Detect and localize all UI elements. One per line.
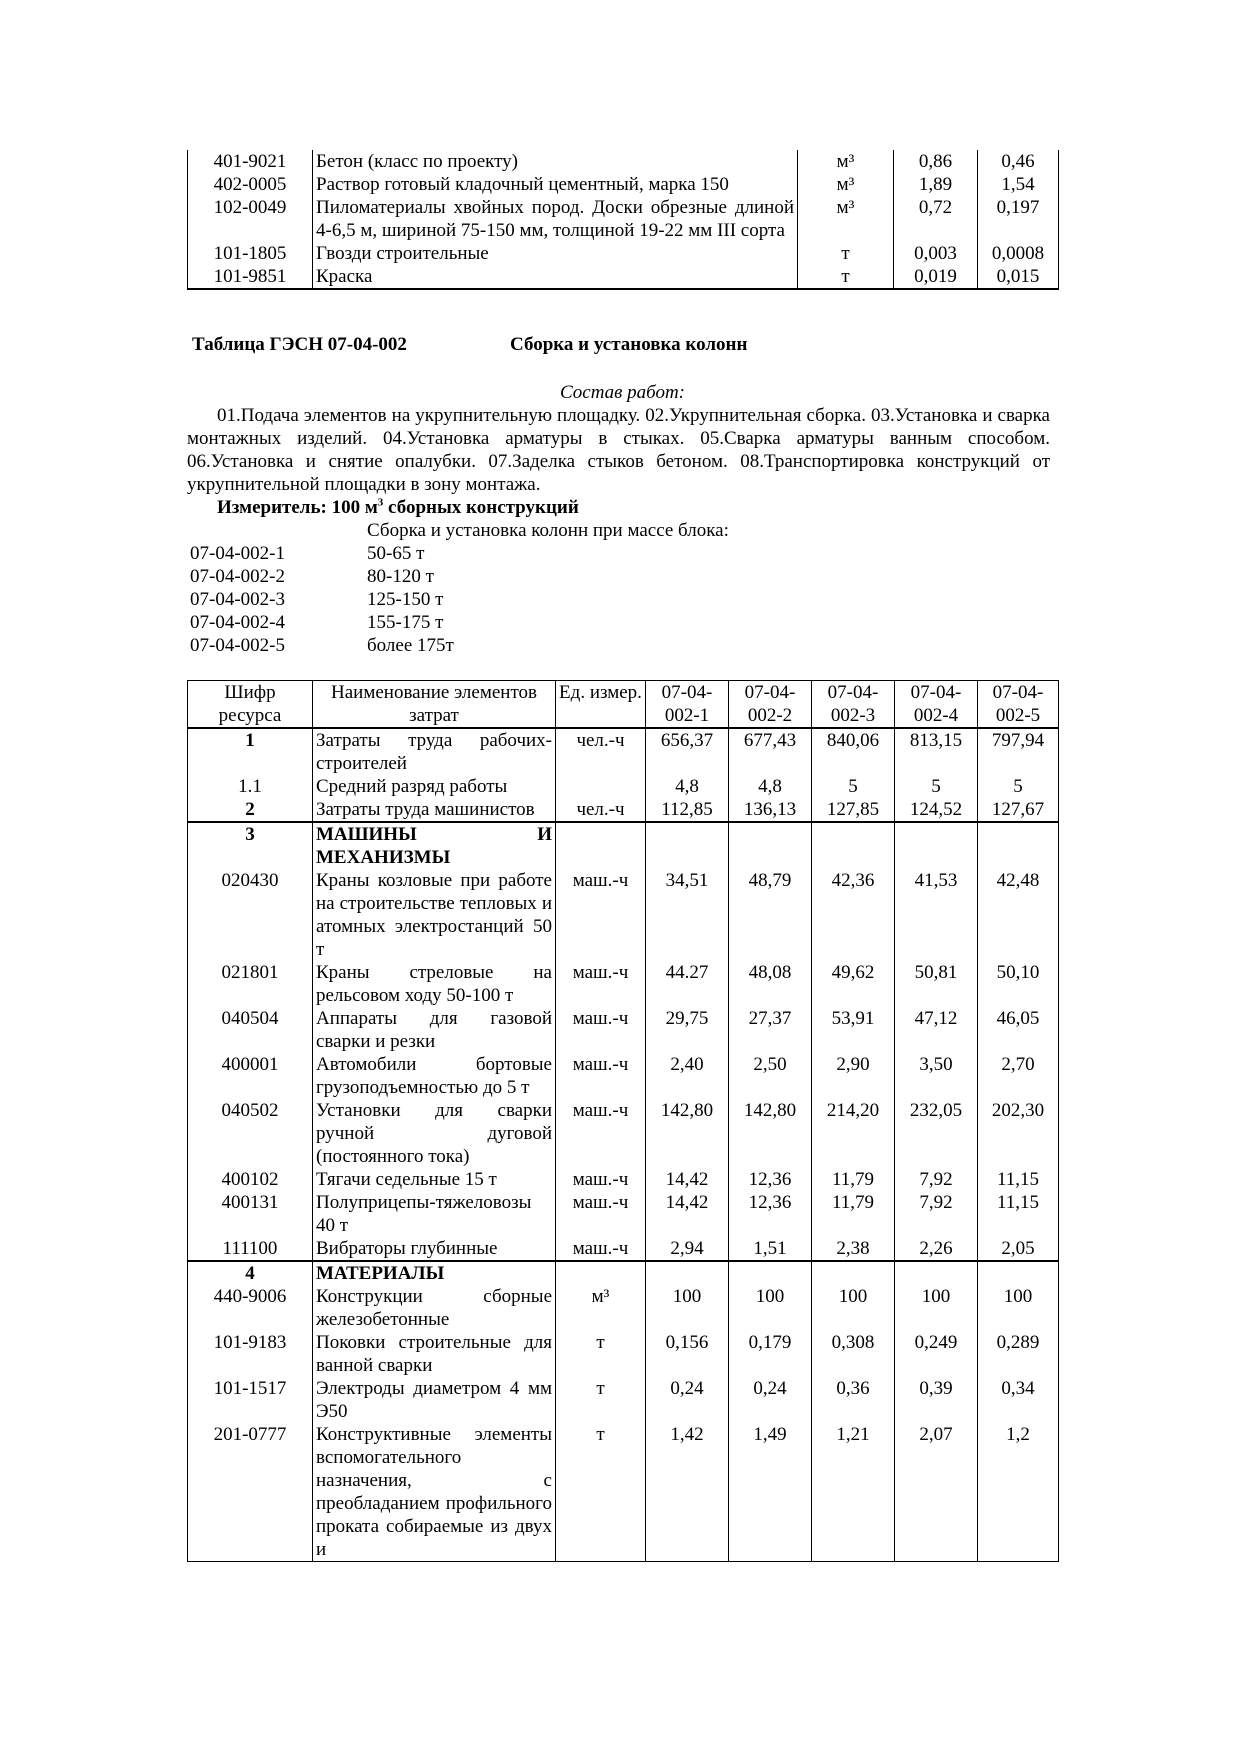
unit: маш.-ч (556, 1191, 646, 1237)
unit: т (556, 1377, 646, 1423)
value: 14,42 (646, 1168, 729, 1191)
value: 2,38 (812, 1237, 895, 1261)
value: 0,156 (646, 1331, 729, 1377)
value: 0,36 (812, 1377, 895, 1423)
resource-code: 111100 (188, 1237, 313, 1261)
table-row (188, 173, 1059, 196)
resource-name: Конструкции сборные железобетонные (313, 1285, 556, 1331)
value: 48,79 (729, 869, 812, 961)
unit (556, 775, 646, 798)
resource-code: 020430 (188, 869, 313, 961)
value: 4,8 (729, 775, 812, 798)
work-description: 01.Подача элементов на укрупнительную площадку. 02.Укрупнительная сборка. 03.Установка и сварка монтажных изделий. 04.Установка арматуры в стыках. 05.Сварка арматуры ванным способом. 06.Установка и снятие опалубки. 07.Заделка стыков бетоном. 08.Транспортировка конструкций от укрупнительной площадки в зону монтажа. (187, 405, 1050, 495)
unit: маш.-ч (556, 1237, 646, 1261)
value: 1,21 (812, 1423, 895, 1562)
variant-code: 07-04-002-4 (190, 612, 285, 633)
value: 656,37 (646, 728, 729, 775)
value: 0,249 (895, 1331, 978, 1377)
value: 0,34 (978, 1377, 1059, 1423)
value: 0,46 (978, 150, 1059, 173)
value: 1,54 (978, 173, 1059, 196)
unit: т (556, 1331, 646, 1377)
value: 100 (978, 1285, 1059, 1331)
resource-name: Раствор готовый кладочный цементный, марка 150 (313, 173, 798, 196)
table-row (188, 728, 1059, 775)
table-row (188, 1168, 1059, 1191)
row-group (188, 1261, 1059, 1562)
column-header: Ед. измер. (556, 681, 646, 729)
value: 2,26 (895, 1237, 978, 1261)
resource-code: 201-0777 (188, 1423, 313, 1562)
value: 42,36 (812, 869, 895, 961)
resource-name: Затраты труда рабочих-строителей (313, 728, 556, 775)
value: 27,37 (729, 1007, 812, 1053)
resource-code: 101-1517 (188, 1377, 313, 1423)
value: 46,05 (978, 1007, 1059, 1053)
table-row (188, 869, 1059, 961)
value: 1,2 (978, 1423, 1059, 1562)
column-header: 07-04-002-1 (646, 681, 729, 729)
value: 53,91 (812, 1007, 895, 1053)
variants-caption: Сборка и установка колонн при массе блока: (367, 520, 729, 541)
value: 797,94 (978, 728, 1059, 775)
value: 0,72 (894, 196, 978, 242)
variants-list (190, 542, 454, 657)
value: 50,81 (895, 961, 978, 1007)
value: 0,86 (894, 150, 978, 173)
value: 127,67 (978, 798, 1059, 822)
value: 47,12 (895, 1007, 978, 1053)
value: 4,8 (646, 775, 729, 798)
resource-name: Электроды диаметром 4 мм Э50 (313, 1377, 556, 1423)
value: 142,80 (646, 1099, 729, 1168)
resource-name: Конструктивные элементы вспомогательного назначения, с преобладанием профильного проката собираемые из двух и (313, 1423, 556, 1562)
unit: маш.-ч (556, 1007, 646, 1053)
resource-name: Полуприцепы-тяжеловозы 40 т (313, 1191, 556, 1237)
value: 0,015 (978, 265, 1059, 289)
value (895, 1261, 978, 1285)
value: 11,15 (978, 1191, 1059, 1237)
resource-code: 400001 (188, 1053, 313, 1099)
value: 11,79 (812, 1191, 895, 1237)
value: 0,0008 (978, 242, 1059, 265)
table-row (188, 775, 1059, 798)
value: 2,50 (729, 1053, 812, 1099)
table-row (188, 265, 1059, 289)
table-title: Сборка и установка колонн (510, 334, 748, 355)
column-header: Шифр ресурса (188, 681, 313, 729)
resource-name: Автомобили бортовые грузоподъемностью до 5 т (313, 1053, 556, 1099)
unit (556, 822, 646, 869)
resource-name: МАТЕРИАЛЫ (313, 1261, 556, 1285)
table-row (188, 1331, 1059, 1377)
unit: чел.-ч (556, 728, 646, 775)
value: 0,308 (812, 1331, 895, 1377)
resource-name: Гвозди строительные (313, 242, 798, 265)
variant-code: 07-04-002-5 (190, 635, 285, 656)
resource-code: 3 (188, 822, 313, 869)
value: 0,289 (978, 1331, 1059, 1377)
unit: маш.-ч (556, 869, 646, 961)
value: 12,36 (729, 1191, 812, 1237)
materials-table-continued (187, 150, 1059, 290)
table-row (188, 798, 1059, 822)
value: 202,30 (978, 1099, 1059, 1168)
column-header: 07-04-002-4 (895, 681, 978, 729)
value: 12,36 (729, 1168, 812, 1191)
table-row (188, 1285, 1059, 1331)
resource-code: 040504 (188, 1007, 313, 1053)
variant-code: 07-04-002-1 (190, 543, 285, 564)
table-row (188, 1237, 1059, 1261)
value: 136,13 (729, 798, 812, 822)
variant-item (190, 634, 454, 657)
value: 41,53 (895, 869, 978, 961)
resource-name: Установки для сварки ручной дуговой (постоянного тока) (313, 1099, 556, 1168)
value: 112,85 (646, 798, 729, 822)
table-row (188, 1191, 1059, 1237)
value: 5 (895, 775, 978, 798)
table-row (188, 196, 1059, 242)
work-heading: Состав работ: (559, 382, 686, 403)
column-header: 07-04-002-5 (978, 681, 1059, 729)
value: 1,51 (729, 1237, 812, 1261)
unit: м³ (798, 196, 894, 242)
value: 127,85 (812, 798, 895, 822)
resource-code: 402-0005 (188, 173, 313, 196)
value: 0,179 (729, 1331, 812, 1377)
resource-name: Бетон (класс по проекту) (313, 150, 798, 173)
value: 2,70 (978, 1053, 1059, 1099)
resource-name: Краны стреловые на рельсовом ходу 50-100 т (313, 961, 556, 1007)
unit: чел.-ч (556, 798, 646, 822)
unit: т (556, 1423, 646, 1562)
value (978, 1261, 1059, 1285)
resource-name: Вибраторы глубинные (313, 1237, 556, 1261)
resource-name: Краны козловые при работе на строительстве тепловых и атомных электростанций 50 т (313, 869, 556, 961)
value: 1,42 (646, 1423, 729, 1562)
value: 100 (729, 1285, 812, 1331)
column-header: Наименование элементов затрат (313, 681, 556, 729)
value: 0,019 (894, 265, 978, 289)
table-row (188, 1053, 1059, 1099)
row-group (188, 728, 1059, 822)
value: 813,15 (895, 728, 978, 775)
variant-item (190, 542, 454, 565)
resource-code: 021801 (188, 961, 313, 1007)
table-row (188, 242, 1059, 265)
value: 2,07 (895, 1423, 978, 1562)
resource-code: 1 (188, 728, 313, 775)
unit: м³ (798, 150, 894, 173)
value: 142,80 (729, 1099, 812, 1168)
resource-code: 1.1 (188, 775, 313, 798)
value: 11,15 (978, 1168, 1059, 1191)
column-header: 07-04-002-2 (729, 681, 812, 729)
table-row (188, 1423, 1059, 1562)
resource-name: Средний разряд работы (313, 775, 556, 798)
table-row (188, 1099, 1059, 1168)
resource-name: Затраты труда машинистов (313, 798, 556, 822)
value (812, 822, 895, 869)
column-header: 07-04-002-3 (812, 681, 895, 729)
resource-code: 400102 (188, 1168, 313, 1191)
value: 2,40 (646, 1053, 729, 1099)
value: 0,197 (978, 196, 1059, 242)
variant-code: 07-04-002-2 (190, 566, 285, 587)
resource-code: 040502 (188, 1099, 313, 1168)
unit (556, 1261, 646, 1285)
value: 124,52 (895, 798, 978, 822)
unit: т (798, 242, 894, 265)
unit: т (798, 265, 894, 289)
value: 0,24 (729, 1377, 812, 1423)
resource-code: 440-9006 (188, 1285, 313, 1331)
value: 677,43 (729, 728, 812, 775)
variant-code: 07-04-002-3 (190, 589, 285, 610)
value: 214,20 (812, 1099, 895, 1168)
value: 0,003 (894, 242, 978, 265)
resource-code: 102-0049 (188, 196, 313, 242)
unit: м³ (556, 1285, 646, 1331)
value: 3,50 (895, 1053, 978, 1099)
resource-name: Поковки строительные для ванной сварки (313, 1331, 556, 1377)
unit: маш.-ч (556, 1053, 646, 1099)
variant-mass: 125-150 т (367, 589, 444, 610)
value: 29,75 (646, 1007, 729, 1053)
value: 42,48 (978, 869, 1059, 961)
variant-item (190, 565, 454, 588)
resource-norms-table (187, 680, 1059, 1562)
resource-code: 401-9021 (188, 150, 313, 173)
value (729, 1261, 812, 1285)
value (895, 822, 978, 869)
resource-code: 2 (188, 798, 313, 822)
resource-name: Тягачи седельные 15 т (313, 1168, 556, 1191)
value: 2,05 (978, 1237, 1059, 1261)
table-label: Таблица ГЭСН 07-04-002 (192, 334, 407, 355)
unit: м³ (798, 173, 894, 196)
table-row (188, 961, 1059, 1007)
row-group (188, 822, 1059, 1261)
value (646, 1261, 729, 1285)
variant-mass: 155-175 т (367, 612, 444, 633)
variant-mass: более 175т (367, 635, 454, 656)
value: 840,06 (812, 728, 895, 775)
value: 49,62 (812, 961, 895, 1007)
value: 11,79 (812, 1168, 895, 1191)
unit: маш.-ч (556, 961, 646, 1007)
resource-code: 101-9183 (188, 1331, 313, 1377)
value: 44.27 (646, 961, 729, 1007)
value: 5 (978, 775, 1059, 798)
resource-name: МАШИНЫ И МЕХАНИЗМЫ (313, 822, 556, 869)
variant-item (190, 611, 454, 634)
value (729, 822, 812, 869)
value: 1,89 (894, 173, 978, 196)
value (812, 1261, 895, 1285)
value: 100 (812, 1285, 895, 1331)
table-row (188, 1007, 1059, 1053)
variant-mass: 80-120 т (367, 566, 434, 587)
value: 2,94 (646, 1237, 729, 1261)
resource-code: 400131 (188, 1191, 313, 1237)
table-row (188, 1377, 1059, 1423)
measure-unit: Измеритель: 100 $м^3$ сборных конструкций (217, 496, 579, 518)
value (978, 822, 1059, 869)
resource-name: Пиломатериалы хвойных пород. Доски обрезные длиной 4-6,5 м, шириной 75-150 мм, толщиной 19-22 мм III сорта (313, 196, 798, 242)
variant-mass: 50-65 т (367, 543, 425, 564)
resource-code: 4 (188, 1261, 313, 1285)
value: 7,92 (895, 1168, 978, 1191)
unit: маш.-ч (556, 1168, 646, 1191)
value: 0,24 (646, 1377, 729, 1423)
value: 7,92 (895, 1191, 978, 1237)
value: 232,05 (895, 1099, 978, 1168)
value (646, 822, 729, 869)
resource-name: Аппараты для газовой сварки и резки (313, 1007, 556, 1053)
value: 1,49 (729, 1423, 812, 1562)
resource-name: Краска (313, 265, 798, 289)
value: 100 (895, 1285, 978, 1331)
value: 14,42 (646, 1191, 729, 1237)
value: 2,90 (812, 1053, 895, 1099)
variant-item (190, 588, 454, 611)
value: 100 (646, 1285, 729, 1331)
table-row (188, 822, 1059, 869)
value: 50,10 (978, 961, 1059, 1007)
value: 5 (812, 775, 895, 798)
value: 0,39 (895, 1377, 978, 1423)
value: 48,08 (729, 961, 812, 1007)
table-row (188, 150, 1059, 173)
unit: маш.-ч (556, 1099, 646, 1168)
resource-code: 101-9851 (188, 265, 313, 289)
value: 34,51 (646, 869, 729, 961)
table-row (188, 1261, 1059, 1285)
resource-code: 101-1805 (188, 242, 313, 265)
